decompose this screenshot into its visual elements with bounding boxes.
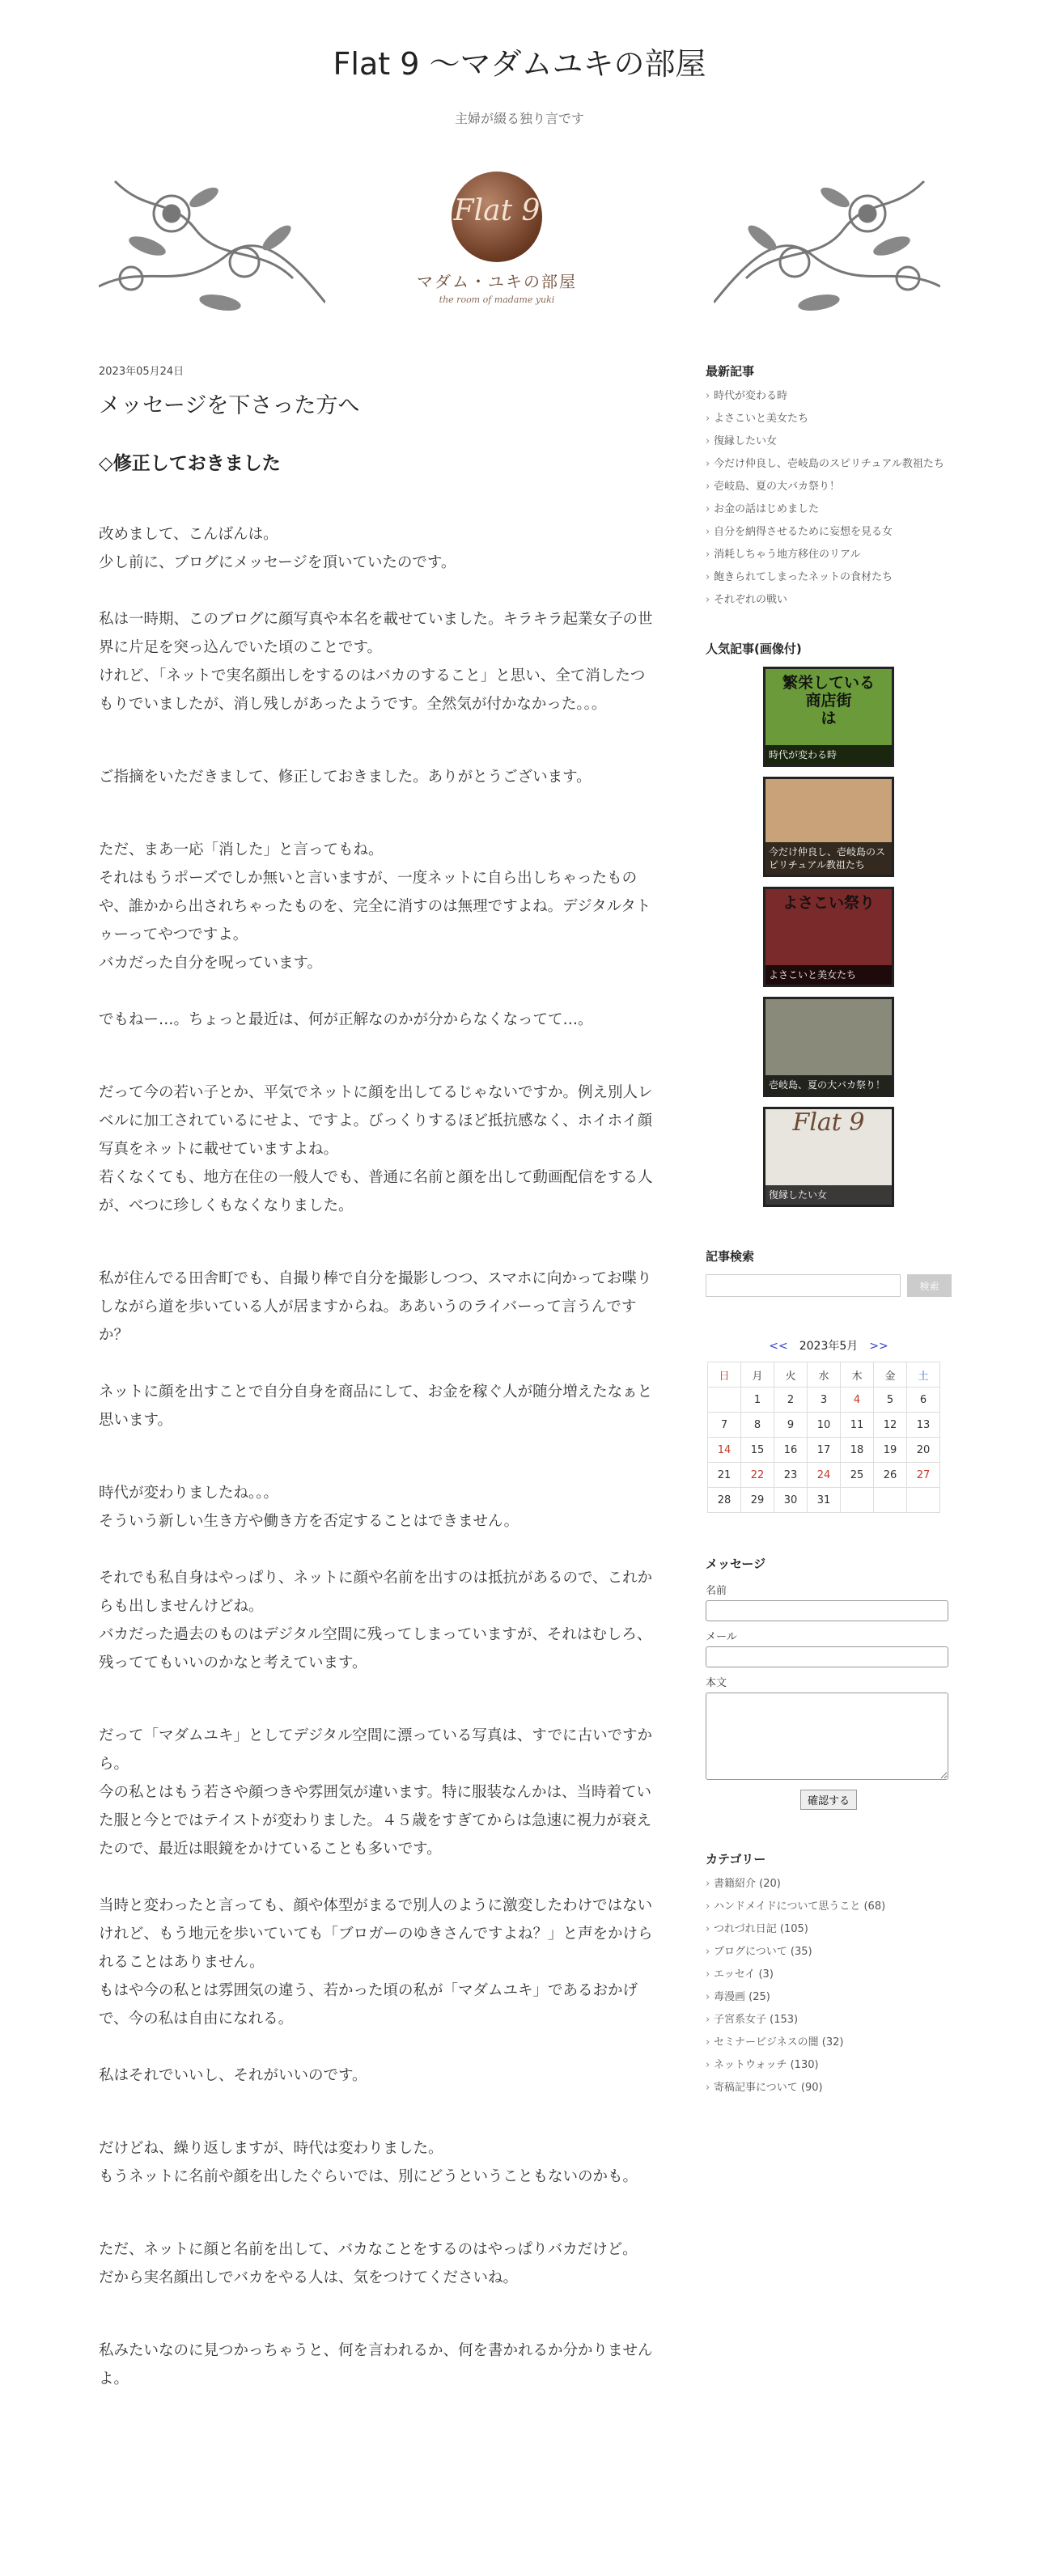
category-link[interactable]: › 毒漫画 (25) [706,1990,952,2005]
calendar-day: 6 [907,1388,940,1413]
post-paragraph: でもねー…。ちょっと最近は、何が正解なのかが分からなくなってて…。 [99,1011,593,1028]
body-label: 本文 [706,1677,727,1689]
category-link[interactable]: › 子宮系女子 (153) [706,2013,952,2027]
floral-ornament-right-icon [714,165,940,324]
calendar-day: 25 [841,1463,874,1488]
calendar-weekday: 月 [741,1362,774,1388]
calendar-day: 17 [808,1438,841,1463]
message-title: メッセージ [706,1557,766,1571]
category-widget [706,1850,952,2095]
post-paragraph: それでも私自身はやっぱり、ネットに顔や名前を出すのは抵抗があるので、これからも出しませんけどね。 バカだった過去のものはデジタル空間に残ってしまっていますが、それはむしろ、残っててもいいのかなと考えています。 [99,1570,653,1671]
calendar-prev-link[interactable]: << [769,1340,788,1353]
popular-posts-title: 人気記事(画像付) [706,642,802,656]
category-link[interactable]: › つれづれ日記 (105) [706,1922,952,1937]
post-paragraph: ネットに顔を出すことで自分自身を商品にして、お金を稼ぐ人が随分増えたなぁと思います。 [99,1383,653,1429]
post-paragraph: だけどね、繰り返しますが、時代は変わりました。 もうネットに名前や顔を出したぐらいでは、別にどうということもないのかも。 [99,2140,638,2185]
post-body [99,520,655,2393]
message-widget [706,1555,952,1810]
calendar-day: 16 [774,1438,808,1463]
calendar-weekday: 水 [808,1362,841,1388]
logo-subtext: the room of madame yuki [439,294,555,305]
popular-post-caption: 今だけ仲良し、壱岐島のスピリチュアル教祖たち [765,842,892,875]
category-link[interactable]: › 寄稿記事について (90) [706,2081,952,2095]
calendar-weekday: 日 [708,1362,741,1388]
search-title: 記事検索 [706,1249,755,1264]
calendar-day: 11 [841,1413,874,1438]
category-link[interactable]: › ハンドメイドについて思うこと (68) [706,1900,952,1914]
recent-post-link[interactable]: › 飽きられてしまったネットの食材たち [706,570,952,585]
post-paragraph: だって「マダムユキ」としてデジタル空間に漂っている写真は、すでに古いですから。 今の私とはもう若さや顔つきや雰囲気が違います。特に服装なんかは、当時着ていた服と今とではテイストが変わりました。４５歳をすぎてからは急速に視力が衰えたので、最近は眼鏡をかけていることも多いです。 [99,1727,652,1858]
calendar-day: 9 [774,1413,808,1438]
recent-post-link[interactable]: › 今だけ仲良し、壱岐島のスピリチュアル教祖たち [706,457,952,472]
calendar-header [706,1337,952,1354]
calendar-day [708,1388,741,1413]
recent-post-link[interactable]: › 消耗しちゃう地方移住のリアル [706,548,952,562]
name-label: 名前 [706,1585,727,1597]
post-paragraph: だって今の若い子とか、平気でネットに顔を出してるじゃないですか。例え別人レベルに加工されているにせよ、ですよ。びっくりするほど抵抗感なく、ホイホイ顔写真をネットに載せていますよね。 若くなくても、地方在住の一般人でも、普通に名前と顔を出して動画配信をする人が、べつに珍しくもなくなりました。 [99,1084,653,1214]
calendar-day: 18 [841,1438,874,1463]
calendar-day: 28 [708,1488,741,1513]
category-link[interactable]: › 書籍紹介 (20) [706,1877,952,1892]
search-button[interactable]: 検索 [907,1274,952,1297]
recent-post-link[interactable]: › 壱岐島、夏の大バカ祭り！ [706,480,952,494]
popular-post-thumbnail[interactable] [763,667,894,767]
popular-post-thumbnail[interactable] [763,777,894,877]
post-paragraph: 当時と変わったと言っても、顔や体型がまるで別人のように激変したわけではないけれど、もう地元を歩いていても「ブロガーのゆきさんですよね？」と声をかけられることはありません。 もはや今の私とは雰囲気の違う、若かった頃の私が「マダムユキ」であるおかげで、今の私は自由になれる。 [99,1897,653,2027]
popular-post-image-text: 繁栄している 商店街 は [782,674,875,727]
calendar-table [707,1362,940,1513]
calendar-day: 30 [774,1488,808,1513]
calendar-day: 31 [808,1488,841,1513]
category-link[interactable]: › ブログについて (35) [706,1945,952,1960]
calendar-day: 26 [874,1463,907,1488]
post-date: 2023年05月24日 [99,366,184,378]
mail-label: メール [706,1631,737,1643]
post-paragraph: 私みたいなのに見つかっちゃうと、何を言われるか、何を書かれるか分かりませんよ。 [99,2342,653,2387]
logo-icon [452,172,542,262]
recent-post-link[interactable]: › お金の話はじめました [706,502,952,517]
post-paragraph: 私はそれでいいし、それがいいのです。 [99,2067,367,2084]
recent-post-link[interactable]: › 自分を納得させるために妄想を見る女 [706,525,952,540]
recent-post-link[interactable]: › 復縁したい女 [706,434,952,449]
main-content [99,362,655,2421]
post-paragraph: 私は一時期、このブログに顔写真や本名を載せていました。キラキラ起業女子の世界に片足を突っ込んでいた頃のことです。 けれど、「ネットで実名顔出しをするのはバカのすること」と思い、全て消したつもりでいましたが、消し残しがあったようです。全然気が付かなかった。。。 [99,611,653,713]
post-paragraph: 改めまして、こんばんは。 少し前に、ブログにメッセージを頂いていたのです。 [99,526,456,571]
calendar-day: 1 [741,1388,774,1413]
post-subheading: ◇修正しておきました [99,453,281,474]
post-paragraph: ただ、ネットに顔と名前を出して、バカなことをするのはやっぱりバカだけど。 だから実名顔出しでバカをやる人は、気をつけてくださいね。 [99,2241,638,2286]
calendar-day[interactable]: 22 [741,1463,774,1488]
logo-text: マダム・ユキの部屋 [417,272,577,291]
category-link[interactable]: › ネットウォッチ (130) [706,2058,952,2073]
calendar-day: 15 [741,1438,774,1463]
calendar-day: 23 [774,1463,808,1488]
popular-post-image-text: よさこい祭り [782,894,875,912]
calendar-day: 8 [741,1413,774,1438]
calendar-day[interactable]: 27 [907,1463,940,1488]
calendar-day: 12 [874,1413,907,1438]
calendar-day: 5 [874,1388,907,1413]
popular-post-thumbnail[interactable] [763,1107,894,1207]
logo-script: Flat 9 [453,194,541,227]
body-field[interactable] [706,1693,948,1780]
calendar-day[interactable]: 14 [708,1438,741,1463]
calendar-day [841,1488,874,1513]
popular-posts-widget [706,640,952,1207]
popular-post-thumbnail[interactable] [763,997,894,1097]
calendar-day [874,1488,907,1513]
calendar-day: 2 [774,1388,808,1413]
calendar-month: 2023年5月 [799,1340,859,1353]
category-link[interactable]: › エッセイ (3) [706,1968,952,1982]
popular-post-thumbnail[interactable] [763,887,894,987]
calendar-day: 19 [874,1438,907,1463]
category-link[interactable]: › セミナービジネスの闇 (32) [706,2036,952,2050]
post-title[interactable]: メッセージを下さった方へ [99,393,360,418]
floral-ornament-left-icon [99,165,325,324]
header-banner[interactable] [99,165,940,324]
sidebar [706,362,952,2104]
post-paragraph: ご指摘をいただきまして、修正しておきました。ありがとうございます。 [99,769,592,786]
post-paragraph: ただ、まあ一応「消した」と言ってもね。 それはもうポーズでしか無いと言いますが、一度ネットに自ら出しちゃったものや、誰かから出されちゃったものを、完全に消すのは無理ですよね。デジタルタトゥーってやつですよ。 バカだった自分を呪っています。 [99,841,651,972]
recent-post-link[interactable]: › 時代が変わる時 [706,389,952,404]
calendar-day: 10 [808,1413,841,1438]
recent-post-link[interactable]: › それぞれの戦い [706,593,952,608]
calendar-day: 3 [808,1388,841,1413]
popular-post-caption: 壱岐島、夏の大バカ祭り！ [765,1075,892,1095]
name-field[interactable] [706,1600,948,1621]
calendar-day [907,1488,940,1513]
calendar-weekday: 木 [841,1362,874,1388]
category-title: カテゴリー [706,1852,766,1866]
recent-posts-widget [706,362,952,608]
calendar-day: 29 [741,1488,774,1513]
calendar-widget [706,1337,952,1513]
recent-post-link[interactable]: › よさこいと美女たち [706,412,952,426]
site-description: 主婦が綴る独り言です [454,111,584,126]
calendar-day: 20 [907,1438,940,1463]
calendar-next-link[interactable]: >> [869,1340,888,1353]
calendar-weekday: 火 [774,1362,808,1388]
post-paragraph: 時代が変わりましたね。。。 そういう新しい生き方や働き方を否定することはできません。 [99,1485,520,1530]
calendar-day: 7 [708,1413,741,1438]
calendar-day[interactable]: 24 [808,1463,841,1488]
calendar-day: 13 [907,1413,940,1438]
site-title[interactable]: Flat 9 〜マダムユキの部屋 [333,46,706,82]
search-input[interactable] [706,1274,901,1297]
mail-field[interactable] [706,1646,948,1667]
popular-post-caption: 復縁したい女 [765,1185,892,1205]
confirm-button[interactable]: 確認する [800,1790,857,1810]
search-widget [706,1248,952,1297]
recent-posts-title: 最新記事 [706,364,755,379]
popular-post-caption: よさこいと美女たち [765,965,892,985]
post-paragraph: 私が住んでる田舎町でも、自撮り棒で自分を撮影しつつ、スマホに向かってお喋りしながら道を歩いている人が居ますからね。ああいうのライバーって言うんですか？ [99,1270,652,1344]
popular-post-caption: 時代が変わる時 [765,745,892,765]
calendar-day[interactable]: 4 [841,1388,874,1413]
calendar-day: 21 [708,1463,741,1488]
popular-post-image-text: Flat 9 [792,1108,865,1137]
calendar-weekday: 金 [874,1362,907,1388]
calendar-weekday: 土 [907,1362,940,1388]
